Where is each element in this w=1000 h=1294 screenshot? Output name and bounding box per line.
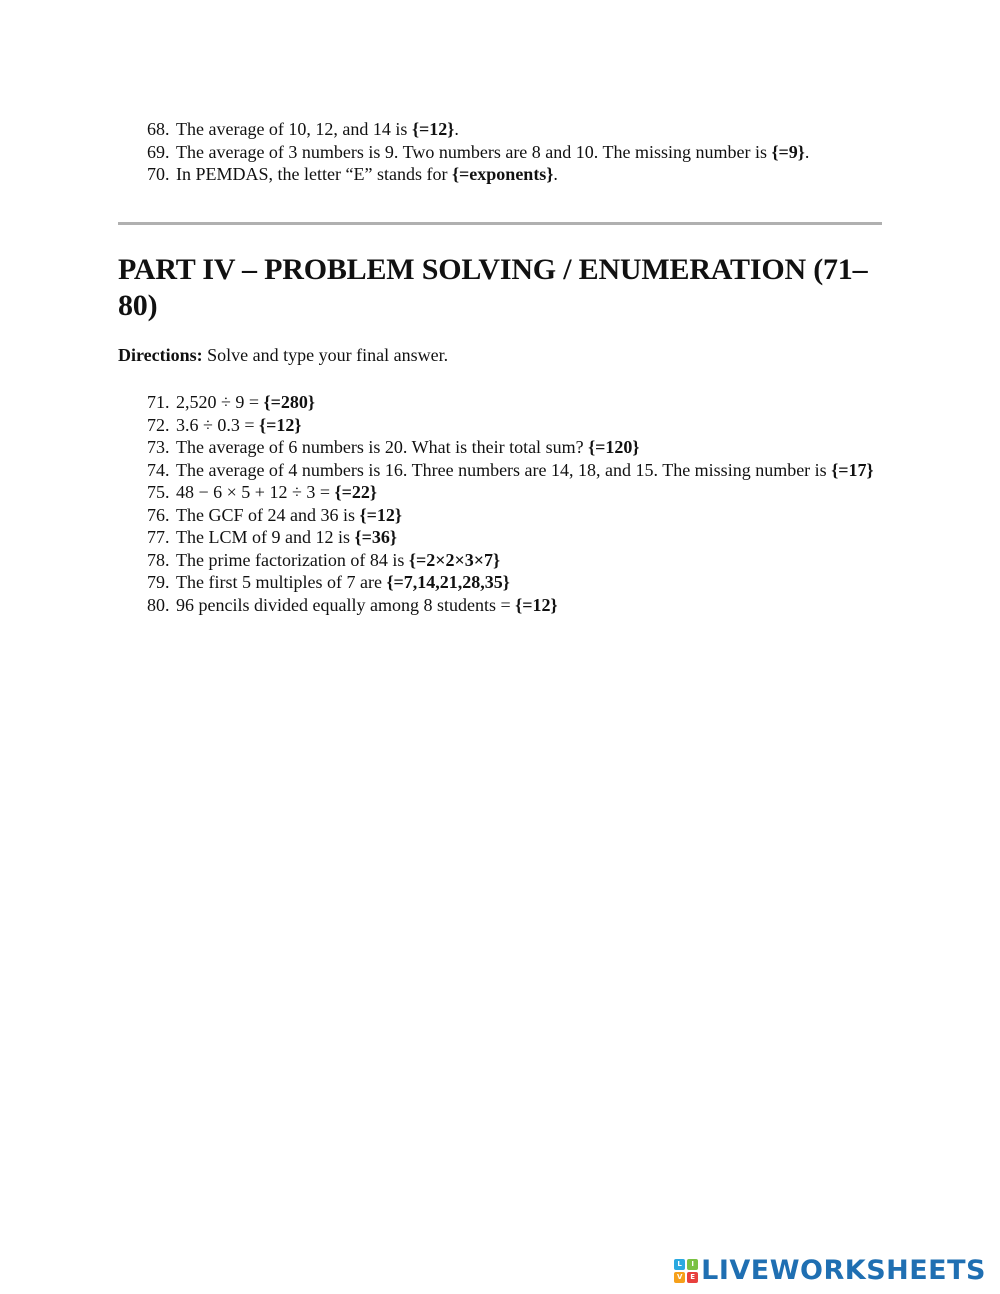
answer-field[interactable]: {=280} bbox=[263, 392, 315, 412]
question-number: 72. bbox=[147, 414, 170, 435]
question-number: 76. bbox=[147, 504, 170, 525]
answer-field[interactable]: {=12} bbox=[515, 594, 558, 615]
question-suffix: . bbox=[804, 141, 810, 162]
answer-field[interactable]: {=120} bbox=[588, 437, 640, 457]
question-text: The first 5 multiples of 7 are bbox=[176, 572, 387, 592]
question-text: The average of 6 numbers is 20. What is their total sum? bbox=[176, 437, 589, 457]
question-text: The average of 10, 12, and 14 is bbox=[176, 119, 412, 139]
question-suffix: . bbox=[454, 119, 459, 139]
answer-field[interactable]: {=exponents} bbox=[451, 164, 554, 184]
answer-field[interactable]: {=12} bbox=[359, 504, 402, 525]
directions-text: Solve and type your final answer. bbox=[202, 345, 449, 365]
question-suffix: . bbox=[553, 164, 558, 184]
answer-field[interactable]: {=7,14,21,28,35} bbox=[386, 572, 510, 592]
question-text: The GCF of 24 and 36 is bbox=[176, 504, 360, 525]
question-item bbox=[147, 436, 887, 459]
answer-field[interactable]: {=12} bbox=[411, 119, 455, 139]
question-text: The average of 3 numbers is 9. Two numbers are 8 and 10. The missing number is bbox=[176, 141, 772, 162]
answer-field[interactable]: {=22} bbox=[334, 482, 377, 502]
question-item bbox=[147, 504, 887, 527]
question-text: 3.6 ÷ 0.3 = bbox=[176, 414, 260, 435]
question-item bbox=[147, 459, 887, 482]
directions-label: Directions: bbox=[118, 345, 203, 365]
logo-tile: L bbox=[674, 1259, 685, 1270]
question-number: 79. bbox=[147, 572, 170, 592]
question-number: 74. bbox=[147, 459, 170, 480]
question-number: 73. bbox=[147, 437, 170, 457]
answer-field[interactable]: {=9} bbox=[771, 141, 805, 162]
question-list-part-iii bbox=[147, 118, 887, 186]
question-item bbox=[147, 163, 887, 186]
liveworksheets-logo-icon bbox=[674, 1259, 698, 1283]
question-item bbox=[147, 571, 887, 594]
question-text: The LCM of 9 and 12 is bbox=[176, 527, 355, 547]
liveworksheets-logo[interactable] bbox=[674, 1256, 986, 1286]
question-item bbox=[147, 118, 887, 141]
answer-field[interactable]: {=36} bbox=[354, 527, 397, 547]
logo-tile: E bbox=[687, 1272, 698, 1283]
answer-field[interactable]: {=17} bbox=[831, 459, 874, 480]
liveworksheets-logo-text: LIVEWORKSHEETS bbox=[701, 1255, 986, 1286]
question-item bbox=[147, 549, 887, 572]
answer-field[interactable]: {=2×2×3×7} bbox=[408, 549, 501, 570]
question-text: 48 − 6 × 5 + 12 ÷ 3 = bbox=[176, 482, 335, 502]
question-text: In PEMDAS, the letter “E” stands for bbox=[176, 164, 452, 184]
question-text: 96 pencils divided equally among 8 students = bbox=[176, 594, 516, 615]
question-text: The average of 4 numbers is 16. Three numbers are 14, 18, and 15. The missing number is bbox=[176, 459, 832, 480]
question-item bbox=[147, 481, 887, 504]
question-item bbox=[147, 391, 887, 414]
question-number: 75. bbox=[147, 482, 170, 502]
logo-tile: V bbox=[674, 1272, 685, 1283]
question-number: 80. bbox=[147, 594, 170, 615]
section-divider bbox=[118, 222, 882, 225]
question-number: 70. bbox=[147, 164, 170, 184]
question-number: 71. bbox=[147, 392, 170, 412]
question-item bbox=[147, 141, 887, 164]
question-number: 77. bbox=[147, 527, 170, 547]
directions bbox=[118, 344, 448, 366]
question-text: The prime factorization of 84 is bbox=[176, 549, 409, 570]
logo-tile: I bbox=[687, 1259, 698, 1270]
answer-field[interactable]: {=12} bbox=[259, 414, 302, 435]
part-title: PART IV – PROBLEM SOLVING / ENUMERATION (71–80) bbox=[118, 253, 868, 322]
question-number: 68. bbox=[147, 119, 170, 139]
question-text: 2,520 ÷ 9 = bbox=[176, 392, 264, 412]
question-number: 78. bbox=[147, 549, 170, 570]
question-number: 69. bbox=[147, 141, 170, 162]
question-list-part-iv bbox=[147, 391, 887, 616]
question-item bbox=[147, 414, 887, 437]
question-item bbox=[147, 594, 887, 617]
question-item bbox=[147, 526, 887, 549]
